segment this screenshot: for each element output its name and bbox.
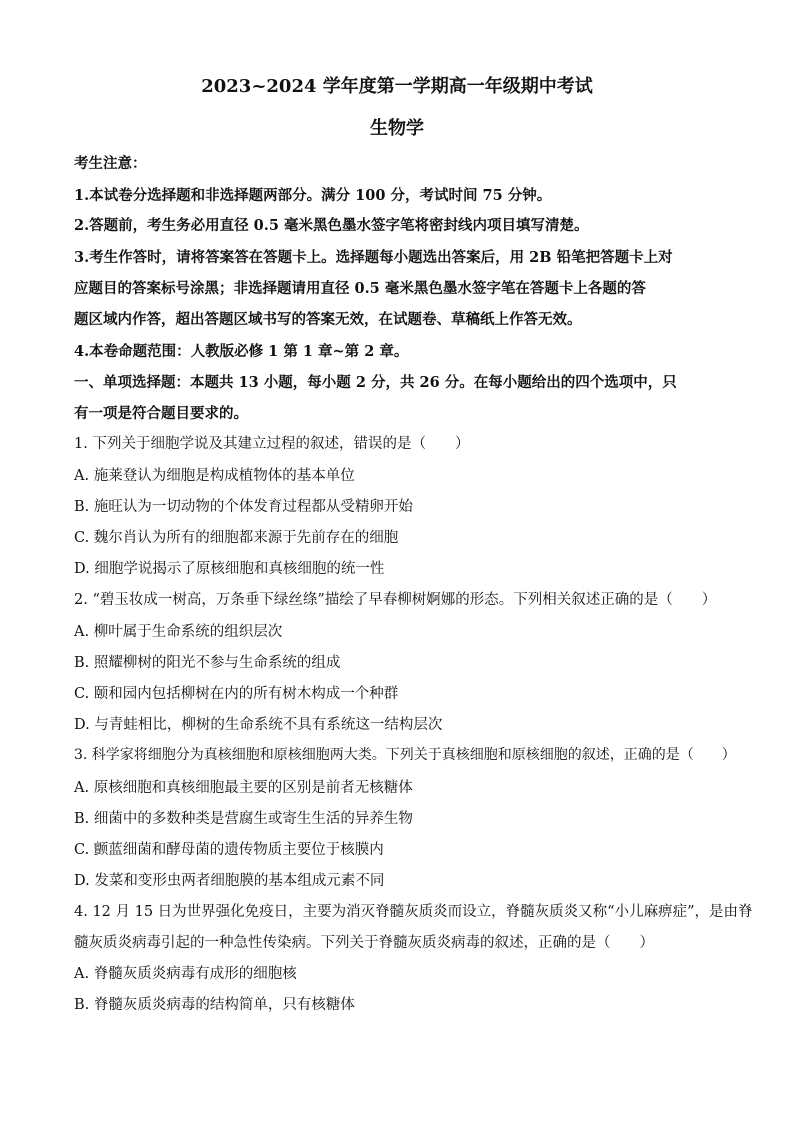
question-stem: 3. 科学家将细胞分为真核细胞和原核细胞两大类。下列关于真核细胞和原核细胞的叙述，正确的是（ ） — [74, 747, 736, 763]
notice-line: 4.本卷命题范围：人教版必修 1 第 1 章~第 2 章。 — [74, 343, 409, 360]
question-option: A. 脊髓灰质炎病毒有成形的细胞核 — [74, 966, 297, 982]
notice-line: 2.答题前，考生务必用直径 0.5 毫米黑色墨水签字笔将密封线内项目填写清楚。 — [74, 217, 589, 234]
notice-heading: 考生注意： — [74, 155, 147, 172]
notice-line: 1.本试卷分选择题和非选择题两部分。满分 100 分，考试时间 75 分钟。 — [74, 187, 552, 204]
question-option: C. 颐和园内包括柳树在内的所有树木构成一个种群 — [74, 686, 399, 702]
notice-line: 应题目的答案标号涂黑；非选择题请用直径 0.5 毫米黑色墨水签字笔在答题卡上各题的答 — [74, 280, 646, 297]
question-option: A. 原核细胞和真核细胞最主要的区别是前者无核糖体 — [74, 780, 413, 796]
exam-title: 2023~2024 学年度第一学期高一年级期中考试 — [201, 76, 593, 97]
question-option: C. 颤蓝细菌和酵母菌的遗传物质主要位于核膜内 — [74, 842, 384, 858]
section-heading: 一、单项选择题：本题共 13 小题，每小题 2 分，共 26 分。在每小题给出的四个选项中，只 — [74, 374, 677, 391]
question-option: D. 细胞学说揭示了原核细胞和真核细胞的统一性 — [74, 561, 385, 577]
notice-line: 3.考生作答时，请将答案答在答题卡上。选择题每小题选出答案后，用 2B 铅笔把答题卡上对 — [74, 249, 673, 266]
question-stem-cont: 髓灰质炎病毒引起的一种急性传染病。下列关于脊髓灰质炎病毒的叙述，正确的是（ ） — [74, 935, 654, 951]
question-option: B. 照耀柳树的阳光不参与生命系统的组成 — [74, 655, 341, 671]
question-option: D. 发菜和变形虫两者细胞膜的基本组成元素不同 — [74, 873, 385, 889]
question-stem: 4. 12 月 15 日为世界强化免疫日，主要为消灭脊髓灰质炎而设立，脊髓灰质炎又称“小儿麻痹症”，是由脊 — [74, 904, 753, 920]
question-option: C. 魏尔肖认为所有的细胞都来源于先前存在的细胞 — [74, 530, 399, 546]
question-stem: 2. “碧玉妆成一树高，万条垂下绿丝绦”描绘了早春柳树婀娜的形态。下列相关叙述正确的是（ ） — [74, 592, 717, 608]
notice-line: 题区域内作答，超出答题区域书写的答案无效，在试题卷、草稿纸上作答无效。 — [74, 311, 582, 328]
question-option: B. 脊髓灰质炎病毒的结构简单，只有核糖体 — [74, 997, 355, 1013]
question-option: B. 施旺认为一切动物的个体发育过程都从受精卵开始 — [74, 499, 413, 515]
question-option: A. 柳叶属于生命系统的组织层次 — [74, 624, 283, 640]
question-option: A. 施莱登认为细胞是构成植物体的基本单位 — [74, 468, 355, 484]
section-heading-cont: 有一项是符合题目要求的。 — [74, 405, 248, 422]
question-stem: 1. 下列关于细胞学说及其建立过程的叙述，错误的是（ ） — [74, 436, 470, 452]
question-option: D. 与青蛙相比，柳树的生命系统不具有系统这一结构层次 — [74, 717, 443, 733]
question-option: B. 细菌中的多数种类是营腐生或寄生生活的异养生物 — [74, 811, 413, 827]
subject-title: 生物学 — [370, 118, 424, 139]
